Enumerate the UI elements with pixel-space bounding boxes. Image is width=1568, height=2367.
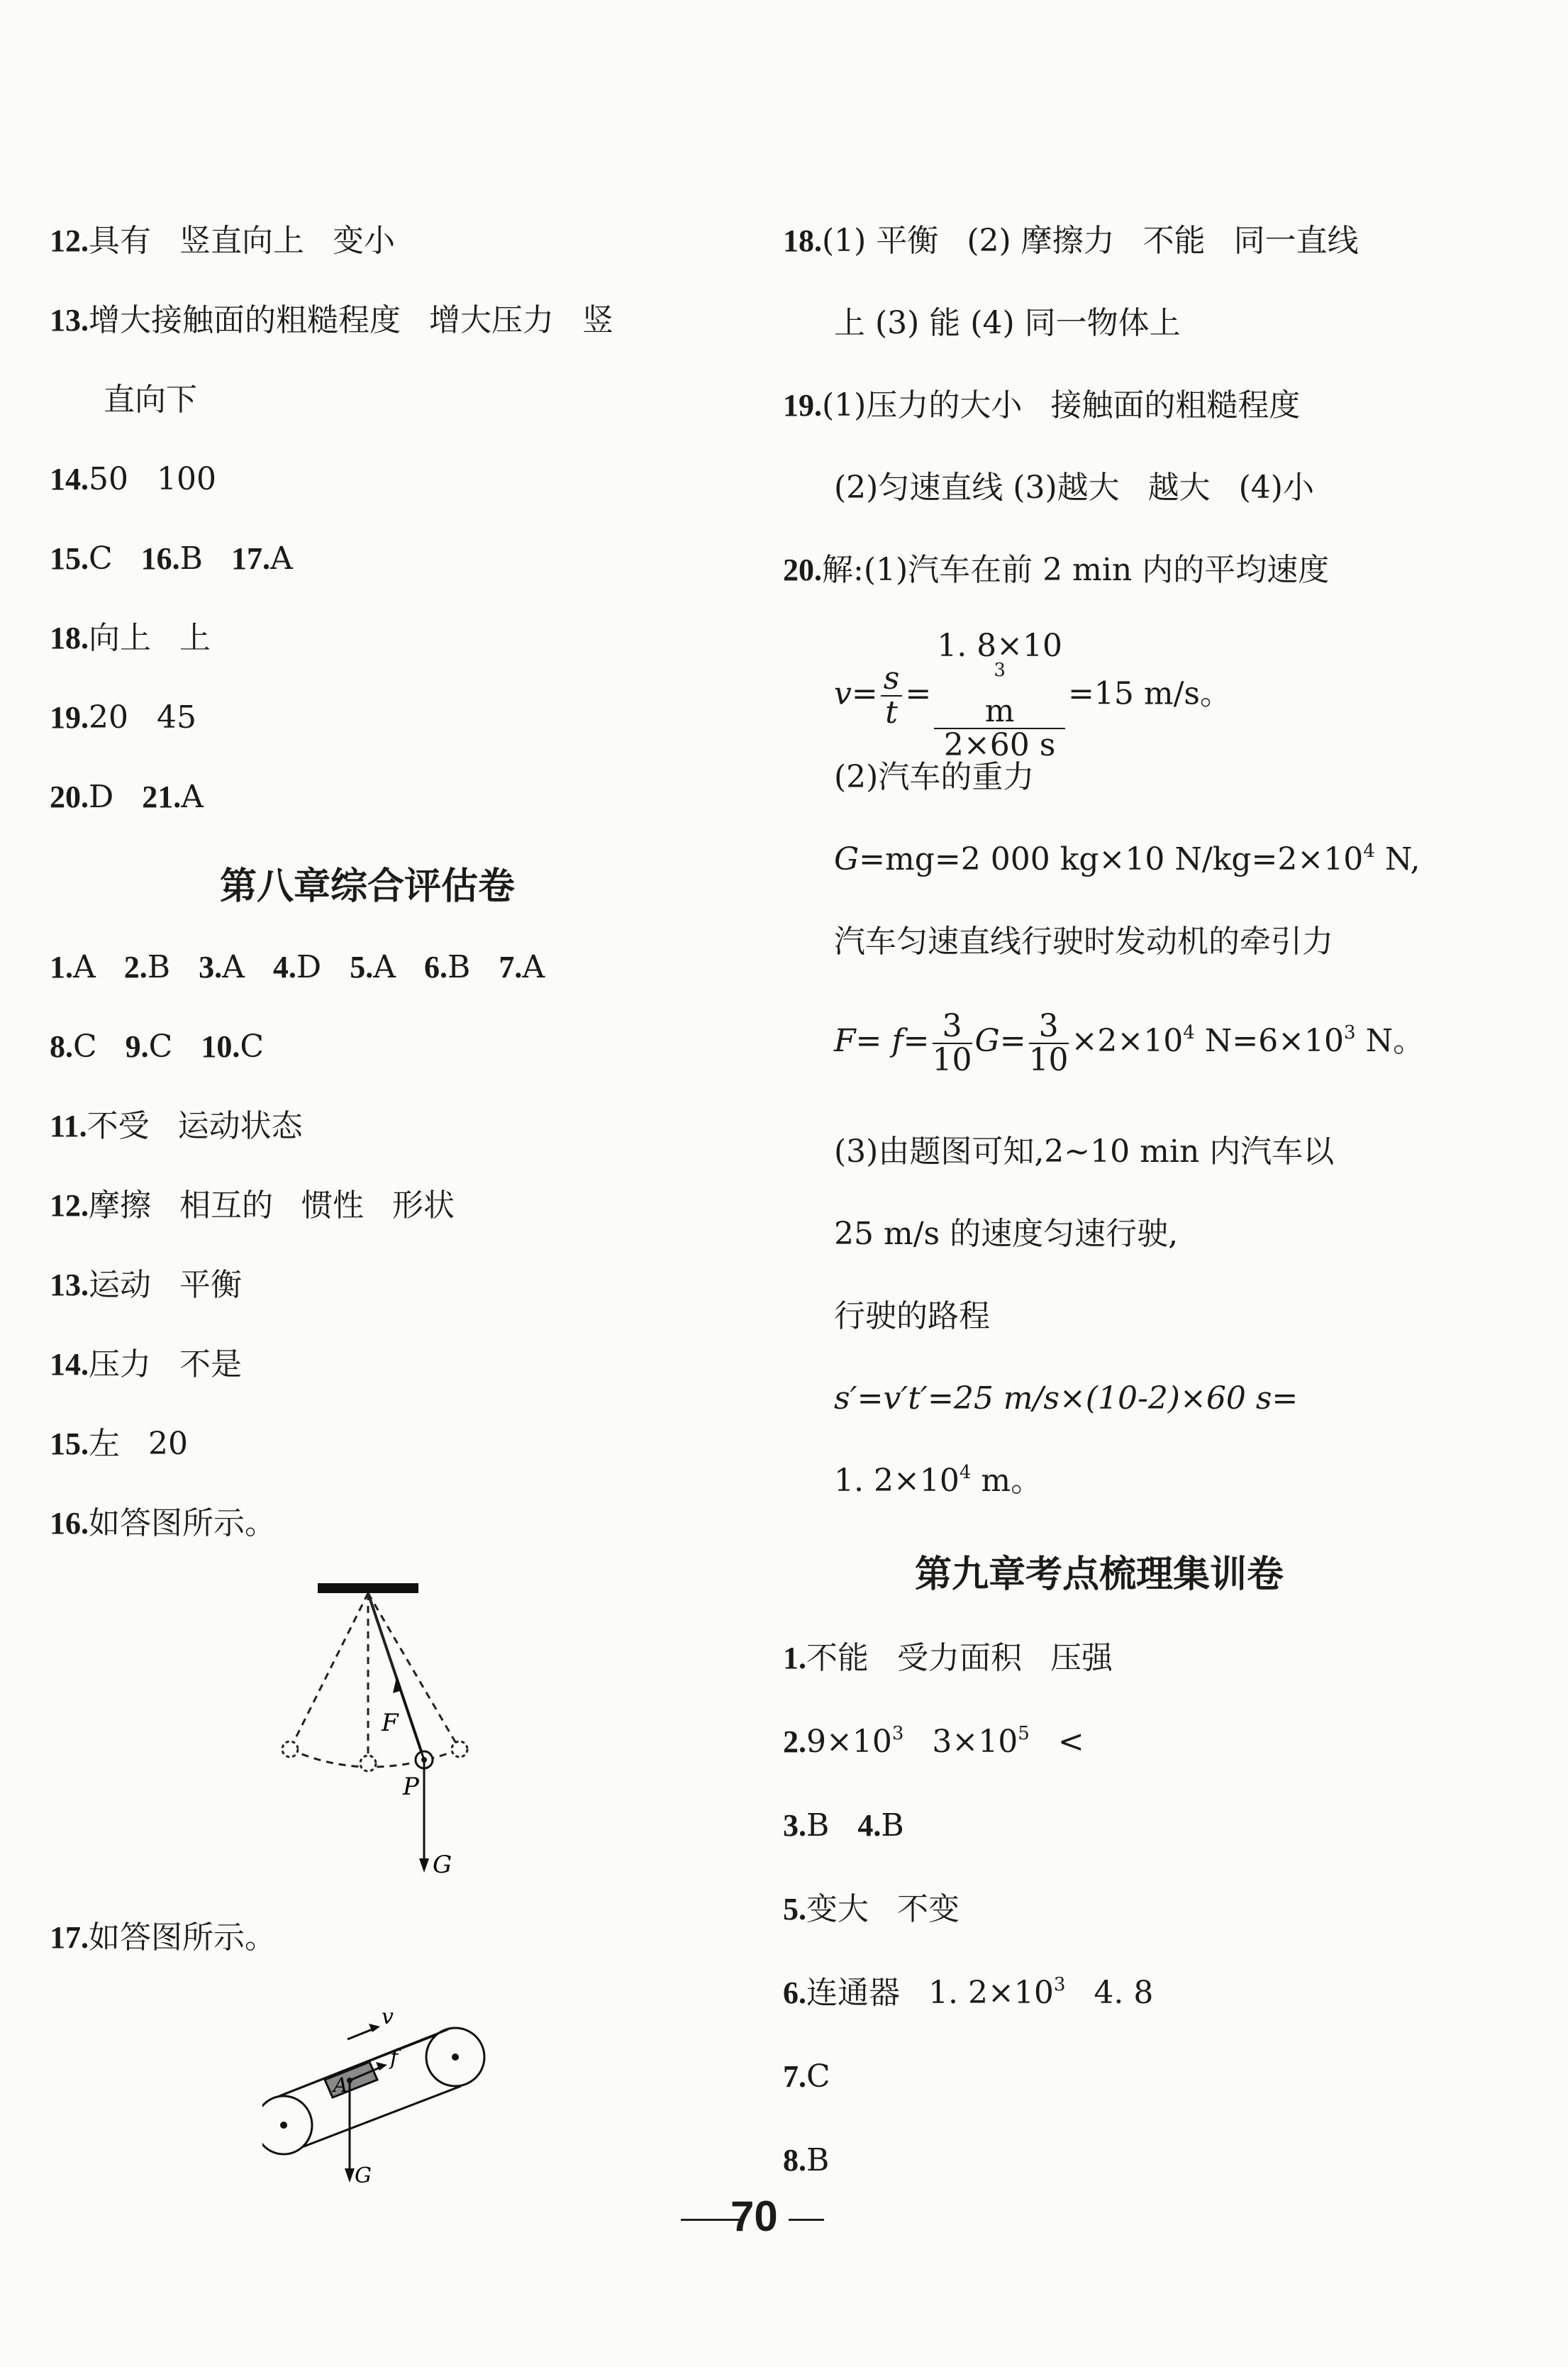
answer-19-right: 19.(1)压力的大小 接触面的粗糙程度 xyxy=(783,387,1301,423)
chapter-8-answer-14: 14.压力 不是 xyxy=(50,1346,242,1382)
right-roller-axle xyxy=(452,2053,459,2061)
distance-result: 1. $2\times 10^4$ m。 xyxy=(834,1462,1042,1499)
label-A: A xyxy=(333,2073,348,2097)
label-P: P xyxy=(403,1773,419,1801)
traction-formula: F= f= $\frac{3}{10}$ G= $\frac{3}{10}$ $\times 2\times 10^4$ $N=6\times 10^3$ N。 xyxy=(834,1007,1425,1078)
label-f: f xyxy=(390,2046,399,2071)
label-F: F xyxy=(382,1709,399,1737)
answer-18-right: 18.(1) 平衡 (2) 摩擦力 不能 同一直线 xyxy=(783,223,1359,259)
answer-20-part2: (2)汽车的重力 xyxy=(834,759,1035,795)
chapter-8-title: 第八章综合评估卷 xyxy=(220,865,516,908)
answer-19-cont: (2)匀速直线 (3)越大 越大 (4)小 xyxy=(834,470,1314,506)
chapter-8-answer-16: 16.如答图所示。 xyxy=(50,1505,276,1541)
left-roller-axle xyxy=(280,2122,287,2129)
answer-19: 19.20 45 xyxy=(50,699,196,736)
answer-20-21: 20.D 21.A xyxy=(50,779,204,815)
distance-formula: s′=v′t′=25 m/s×(10-2)×60 s= xyxy=(834,1380,1299,1417)
left-string xyxy=(290,1593,368,1749)
ceiling-support xyxy=(318,1583,418,1593)
gravity-formula: G=mg=2 000 kg×10 $N/kg=2\times 10^4$ N, xyxy=(834,841,1420,877)
chapter-9-answer-6: 6.连通器 1. $2\times 10^3$ 4. 8 xyxy=(783,1974,1154,2011)
chapter-9-answer-2: $2.9\times 10^3$ $3\times 10^5$ < xyxy=(783,1723,1084,1760)
chapter-8-answer-11: 11.不受 运动状态 xyxy=(50,1108,303,1144)
answer-20-part3c: 行驶的路程 xyxy=(834,1298,990,1334)
label-G: G xyxy=(355,2163,372,2188)
page-number: 70 xyxy=(730,2193,778,2240)
ball-rest xyxy=(360,1756,376,1771)
answer-15-17: 15.C 16.B 17.A xyxy=(50,541,293,577)
pendulum-diagram xyxy=(269,1582,496,1880)
chapter-9-answer-5: 5.变大 不变 xyxy=(783,1891,960,1927)
velocity-formula: v= $\frac{s}{t}$ = 1. 8×10 $^3$ m 2×60 s =15 m/s。 xyxy=(834,628,1231,763)
page-number-rule-right xyxy=(789,2219,824,2221)
gravity-arrowhead xyxy=(345,2168,355,2183)
chapter-9-answer-7: 7.C xyxy=(783,2058,830,2095)
answer-20-part2b: 汽车匀速直线行驶时发动机的牵引力 xyxy=(834,924,1333,960)
label-G: G xyxy=(433,1851,452,1879)
answer-18: 18.向上 上 xyxy=(50,620,211,656)
ball-left xyxy=(282,1741,298,1757)
chapter-8-answer-17: 17.如答图所示。 xyxy=(50,1919,276,1956)
chapter-8-answer-15: 15.左 20 xyxy=(50,1426,188,1462)
answer-13: 13.增大接触面的粗糙程度 增大压力 竖 xyxy=(50,302,613,338)
chapter-9-answer-1: 1.不能 受力面积 压强 xyxy=(783,1640,1113,1676)
chapter-9-answers-3-4: 3.B 4.B xyxy=(783,1807,904,1844)
chapter-9-title: 第九章考点梳理集训卷 xyxy=(915,1553,1284,1596)
chapter-9-answer-8: 8.B xyxy=(783,2142,830,2178)
chapter-8-answer-13: 13.运动 平衡 xyxy=(50,1267,242,1303)
chapter-8-answer-12: 12.摩擦 相互的 惯性 形状 xyxy=(50,1187,455,1224)
answer-20-part3: (3)由题图可知,2~10 min 内汽车以 xyxy=(834,1133,1335,1170)
conveyor-diagram xyxy=(262,1997,496,2188)
answer-20-part3b: 25 m/s 的速度匀速行驶, xyxy=(834,1216,1179,1252)
label-v: v xyxy=(382,2005,394,2029)
answer-13-cont: 直向下 xyxy=(104,382,197,418)
chapter-8-answers-8-10: 8.C 9.C 10.C xyxy=(50,1029,265,1065)
answer-14: 14.50 100 xyxy=(50,461,216,497)
answer-20-head: 20.解:(1)汽车在前 2 min 内的平均速度 xyxy=(783,552,1330,588)
chapter-8-answers-1-7: 1.A 2.B 3.A 4.D 5.A 6.B 7.A xyxy=(50,949,545,985)
answer-18-cont: 上 (3) 能 (4) 同一物体上 xyxy=(834,305,1181,341)
answer-12: 12.具有 竖直向上 变小 xyxy=(50,223,395,259)
ball-right xyxy=(452,1741,467,1757)
gravity-arrowhead xyxy=(419,1858,429,1873)
